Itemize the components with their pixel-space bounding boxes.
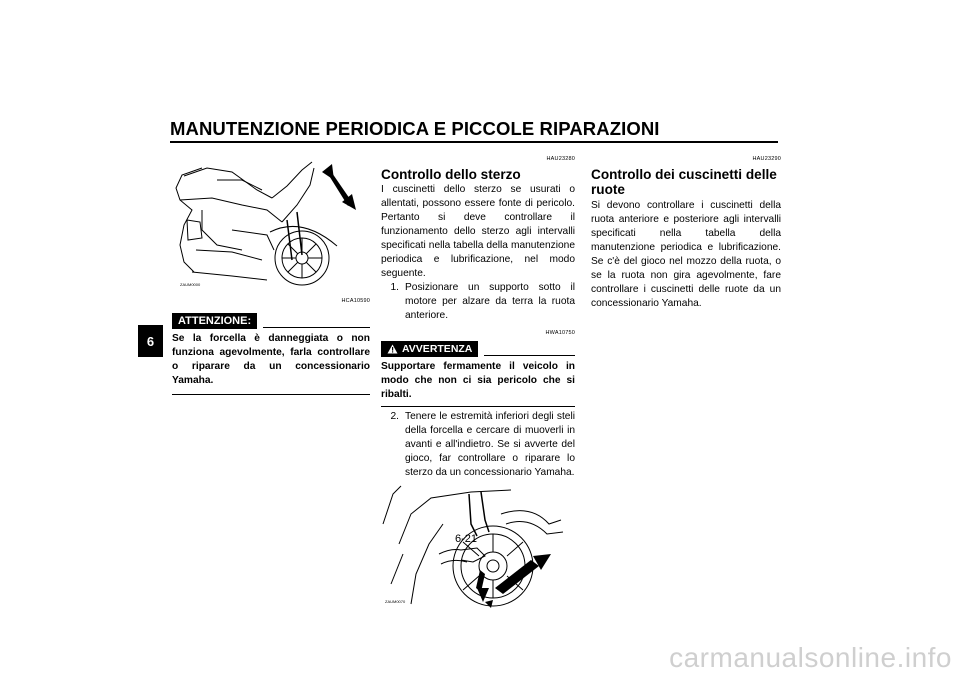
step-1: [381, 281, 575, 323]
warning-badge: [381, 341, 478, 357]
warning-label: AVVERTENZA: [402, 342, 473, 355]
title-rule: [170, 141, 778, 143]
step-number: 2.: [390, 410, 399, 422]
scooter-illustration: [172, 150, 370, 290]
page-number: 6-21: [455, 533, 478, 545]
figure-code: ZAUM0070: [385, 598, 406, 604]
step-text: Tenere le estremità inferiori degli steli della forcella e cercare di muoverli in avanti e all'indietro. Se si avverte del gioco, far controllare o riparare lo sterzo da un concessionario Yamaha.: [405, 410, 575, 478]
left-column: [172, 150, 370, 395]
warning-end-rule: [381, 406, 575, 407]
right-column: [591, 152, 781, 311]
warning-code: HWA10750: [545, 329, 575, 336]
section-code: HAU23290: [752, 156, 781, 162]
step-number: 1.: [390, 282, 399, 294]
section-heading: Controllo dello sterzo: [381, 167, 521, 183]
steering-check-illustration: [381, 484, 575, 610]
figure-code: ZAUM0000: [180, 282, 201, 287]
step-2: [381, 410, 575, 480]
section-heading: Controllo dei cuscinetti delle ruote: [591, 167, 777, 198]
section-code: HAU23280: [546, 156, 575, 162]
page-title: MANUTENZIONE PERIODICA E PICCOLE RIPARAZIONI: [170, 118, 660, 139]
middle-column: [381, 152, 575, 610]
caution-end-rule: [172, 394, 370, 395]
section-body: Si devono controllare i cuscinetti della ruota anteriore e posteriore agli intervalli specificati nella tabella della manutenzione periodica e lubrificazione. Se c'è del gioco nel mozzo della ruota, o se la ruota non gira agevolmente, fare controllare i cuscinetti delle ruote da un concessionario Yamaha.: [591, 200, 781, 310]
caution-code: HCA10590: [341, 298, 370, 305]
chapter-tab: 6: [138, 325, 163, 357]
warning-triangle-icon: [387, 344, 398, 354]
caution-text: Se la forcella è danneggiata o non funziona agevolmente, farla controllare o riparare da un concessionario Yamaha.: [172, 333, 370, 387]
section-intro: I cuscinetti dello sterzo se usurati o allentati, possono essere fonte di pericolo. Pertanto si deve controllare il funzionamento dello sterzo agli intervalli specificati nella tabella della manutenzione periodica e lubrificazione, nel modo seguente.: [381, 184, 575, 280]
step-text: Posizionare un supporto sotto il motore per alzare da terra la ruota anteriore.: [405, 282, 575, 322]
caution-label: ATTENZIONE:: [172, 313, 257, 329]
watermark: carmanualsonline.info: [669, 642, 952, 673]
warning-text: Supportare fermamente il veicolo in modo che non ci sia pericolo che si ribalti.: [381, 360, 575, 400]
